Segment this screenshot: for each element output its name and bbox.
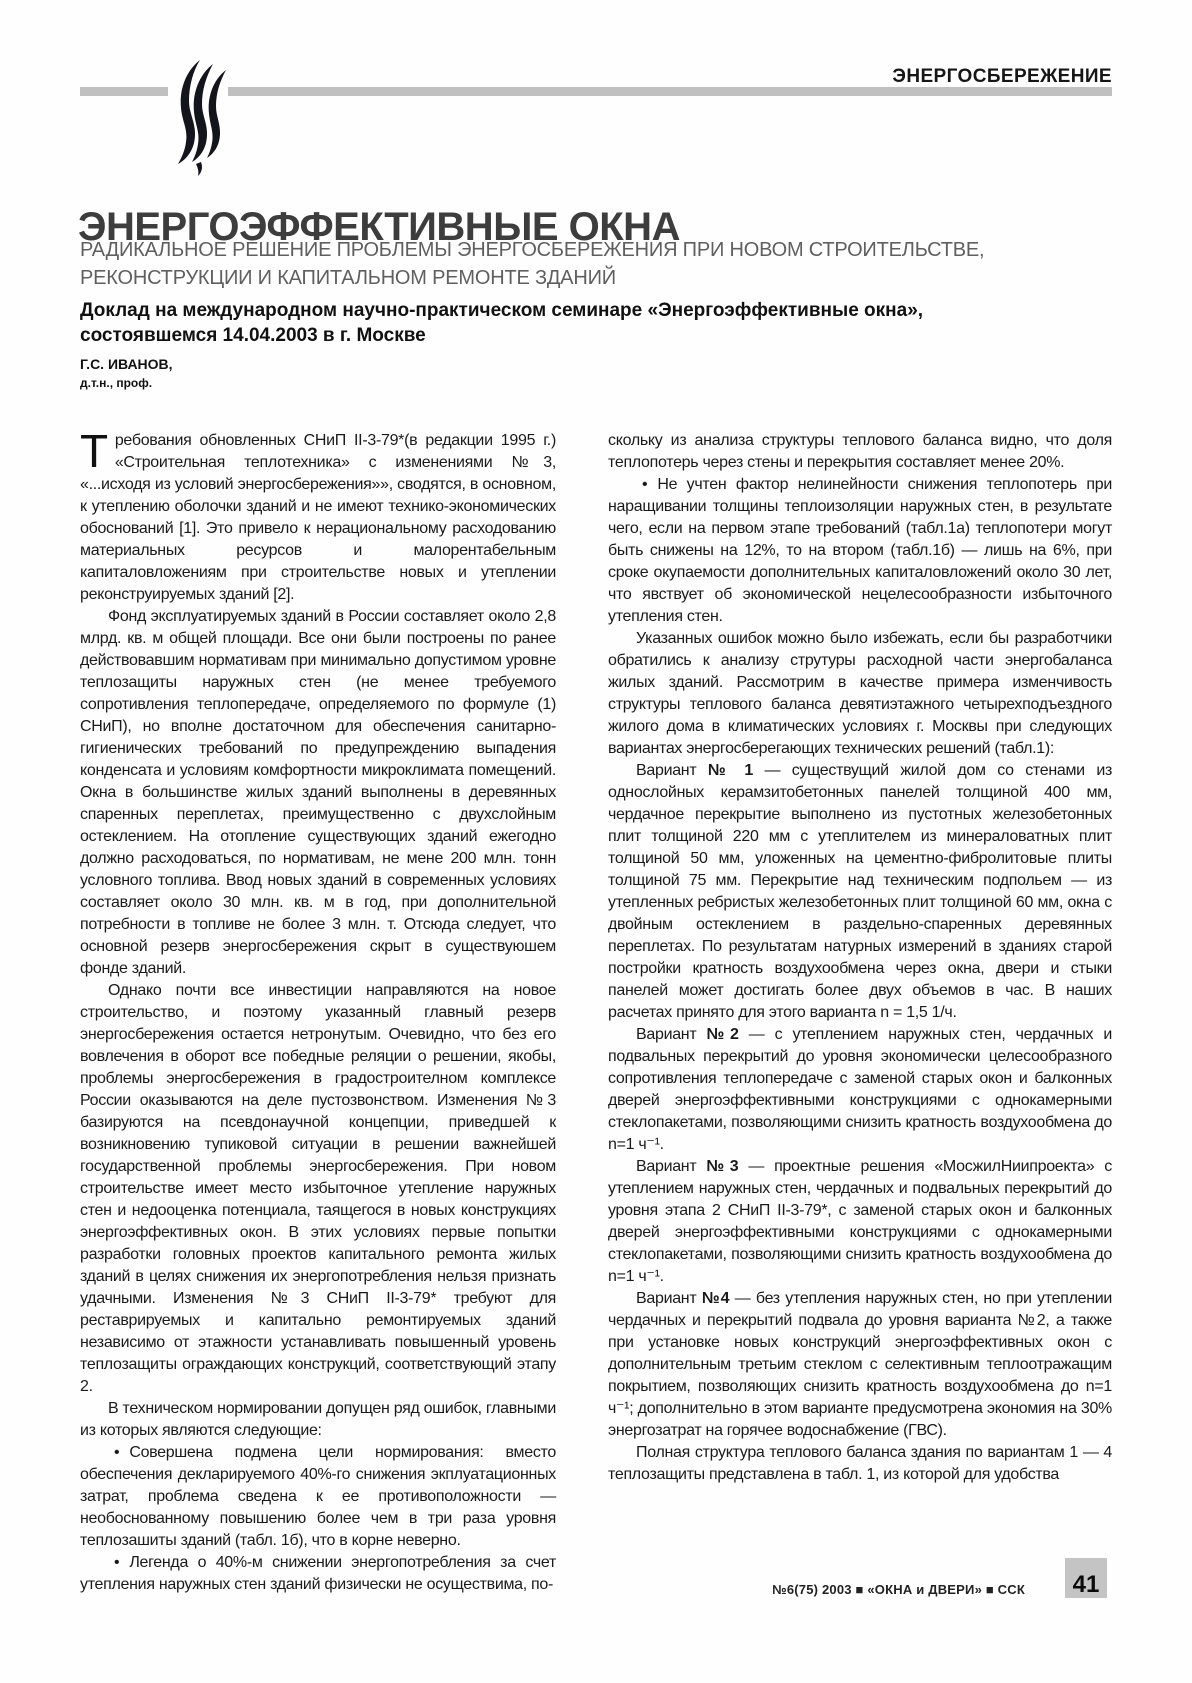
- paragraph: скольку из анализа структуры теплового баланса видно, что доля теплопотерь через стены и перекрытия составляет менее 20%.: [608, 432, 1112, 471]
- paragraph: Указанных ошибок можно было избежать, если бы разработчики обратились к анализу струтуры расходной части энергобаланса жилых зданий. Рассмотрим в качестве примера изменчивость структуры теплового баланса девятиэтажного четырехподъездного жилого дома в климатических условиях г. Москвы при следующих вариантах энергосберегающих технических решений (табл.1):: [608, 630, 1112, 757]
- subtitle-line-2: РЕКОНСТРУКЦИИ И КАПИТАЛЬНОМ РЕМОНТЕ ЗДАНИЙ: [80, 267, 616, 289]
- bullet-paragraph: • Не учтен фактор нелинейности снижения теплопотерь при наращивании толщины теплоизоляции наружных стен, в результате чего, если на первом этапе требований (табл.1а) теплопотери могут быть снижены на 12%, то на втором (табл.1б) — лишь на 6%, при сроке окупаемости дополнительных капиталовложений около 30 лет, что явствует об экономической нецелесообразности избыточного утепления стен.: [608, 476, 1112, 625]
- paragraph: Фонд эксплуатируемых зданий в России составляет около 2,8 млрд. кв. м общей площади. Все они были построены по ранее действовавшим нормативам при минимально допустимом уровне теплозащиты наружных стен (не менее требуемого сопротивления теплопередаче, определяемого по формуле (1) СНиП), но вполне достаточном для обеспечения санитарно-гигиенических требований по предупреждению выпадения конденсата и условиям комфортности микроклимата помещений. Окна в большинстве жилых зданий выполнены в деревянных спаренных переплетах, преимущественно с двухслойным остеклением. На отопление существующих зданий ежегодно должно расходоваться, по нормативам, не мене 200 млн. тонн условного топлива. Ввод новых зданий в современных условиях составляет около 30 млн. кв. м в год, при дополнительной потребности в топливе не более 3 млн. т. Отсюда следует, что основной резерв энергосбережения скрыт в существуюшем фонде зданий.: [80, 608, 556, 977]
- article-subtitle: [80, 236, 984, 292]
- article-body: [80, 425, 1113, 1596]
- author-degree: д.т.н., проф.: [80, 376, 153, 390]
- variant-paragraph-2: Вариант №2 — с утеплением наружных стен, чердачных и подвальных перекрытий до уровня экономически целесообразного сопротивления теплопередаче с заменой старых окон и балконных дверей энергоэффективными конструкциями с однокамерными стеклопакетами, позволяющими снизить кратность воздухообмена до n=1 ч⁻¹.: [608, 1026, 1113, 1153]
- header-rule-right: [228, 87, 1112, 96]
- quill-feather-logo-icon: [170, 58, 232, 178]
- event-note: [80, 298, 923, 348]
- page-number: 41: [1072, 1571, 1100, 1598]
- right-column: [608, 430, 1112, 1596]
- bullet-paragraph: • Совершена подмена цели нормирования: вместо обеспечения декларируемого 40%-го снижения экплуатационных затрат, проблема сведена к ее противоположности — необоснованному повышению более чем в три раза уровня теплозашиты зданий (табл. 1б), что в корне неверно.: [80, 1444, 556, 1549]
- author-name: Г.С. ИВАНОВ,: [80, 356, 173, 372]
- left-column: [80, 425, 556, 1596]
- variant-paragraph-4: Вариант №4 — без утепления наружных стен, но при утеплении чердачных и перекрытий подвала до уровня варианта №2, а также при установке новых конструкций энергоэффективных окон с дополнительным третьим стеклом с селективным теплоотражащим покрытием, позволяющих снизить кратность воздухообмена до n=1 ч⁻¹; дополнительно в этом варианте предусмотрена экономия на 30% энергозатрат на горячее водоснабжение (ГВС).: [608, 1290, 1113, 1439]
- paragraph: В техническом нормировании допущен ряд ошибок, главными из которых являются следующие:: [80, 1400, 556, 1439]
- paragraph: Требования обновленных СНиП II-3-79*(в редакции 1995 г.) «Строительная теплотехника» с изменениями №3, «...исходя из условий энергосбережения»», сводятся, в основном, к утеплению оболочки зданий и не имеют технико-экономических обоснований [1]. Это привело к нерациональному расходованию материальных ресурсов и малорентабельным капиталовложениям при строительстве новых и утеплении реконструируемых зданий [2].: [80, 425, 556, 603]
- bullet-icon: •: [642, 476, 648, 493]
- paragraph: Однако почти все инвестиции направляются на новое строительство, и поэтому указанный главный резерв энергосбережения остается нетронутым. Очевидно, что без его вовлечения в оборот все победные реляции о решении, якобы, проблемы энергосбережения в градостроителном комплексе России оказываются на деле пустозвонством. Изменения №3 базируются на псевдонаучной концепции, приведшей к возникновению тупиковой ситуации в решении важнейшей государственной проблемы энергосбережения. При новом строительстве имеет место избыточное утепление наружных стен и недооценка потенциала, таящегося в новых конструкциях энергоэффективных окон. В этих условиях первые попытки разработки головных проектов капитального ремонта жилых зданий в целях снижения их энергопотребления нельзя признать удачными. Изменения №3 СНиП II-3-79* требуют для реставрируемых и капитально ремонтируемых зданий независимо от этажности устанавливать повышенный уровень теплозащиты ограждающих конструкций, соответствующий этапу 2.: [80, 982, 556, 1395]
- variant-paragraph-3: Вариант №3 — проектные решения «МосжилНиипроекта» с утеплением наружных стен, чердачных и подвальных перекрытий до уровня этапа 2 СНиП II-3-79*, с заменой старых окон и балконных дверей энергоэффективными конструкциями с однокамерными стеклопакетами, позволяющими снизить кратность воздухообмена до n=1 ч⁻¹.: [608, 1158, 1113, 1285]
- subtitle-line-1: РАДИКАЛЬНОЕ РЕШЕНИЕ ПРОБЛЕМЫ ЭНЕРГОСБЕРЕЖЕНИЯ ПРИ НОВОМ СТРОИТЕЛЬСТВЕ,: [80, 239, 985, 261]
- section-label: ЭНЕРГОСБЕРЕЖЕНИЕ: [892, 66, 1112, 87]
- author-block: [80, 356, 173, 390]
- bullet-paragraph: • Легенда о 40%-м снижении энергопотребления за счет утепления наружных стен зданий физически не осуществима, по-: [80, 1554, 556, 1593]
- bullet-icon: •: [114, 1554, 120, 1571]
- event-note-line-1: Доклад на международном научно-практическом семинаре «Энергоэффективные окна»,: [80, 300, 924, 321]
- event-note-line-2: состоявшемся 14.04.2003 в г. Москве: [80, 325, 426, 346]
- variant-paragraph-1: Вариант № 1 — существущий жилой дом со стенами из однослойных керамзитобетонных панелей толщиной 400 мм, чердачное перекрытие выполнено из пустотных железобетонных плит толщиной 220 мм с утеплителем из минераловатных плит толщиной 50 мм, уложенных на цементно-фибролитовые плиты толщиной 75 мм. Перекрытие над техническим подпольем — из утепленных ребристых железобетонных плит толщиной 60 мм, окна с двойным остеклением в раздельно-спаренных деревянных переплетах. По результатам натурных измерений в зданиях старой постройки кратность воздухообмена через окна, двери и стыки панелей может достигать более двух объемов в час. В наших расчетах принято для этого варианта n = 1,5 1/ч.: [608, 762, 1113, 1021]
- footer-issue-line: №6(75) 2003 ■ «ОКНА и ДВЕРИ» ■ ССК: [772, 1582, 1025, 1597]
- article-title: ЭНЕРГОЭФФЕКТИВНЫЕ ОКНА: [78, 204, 680, 249]
- bullet-icon: •: [114, 1444, 120, 1461]
- page-number-box: [1065, 1558, 1107, 1598]
- dropcap-letter: Т: [80, 425, 108, 477]
- paragraph: Полная структура теплового баланса здания по вариантам 1 — 4 теплозащиты представлена в табл. 1, из которой для удобства: [608, 1444, 1112, 1483]
- header-rule-left: [80, 87, 168, 96]
